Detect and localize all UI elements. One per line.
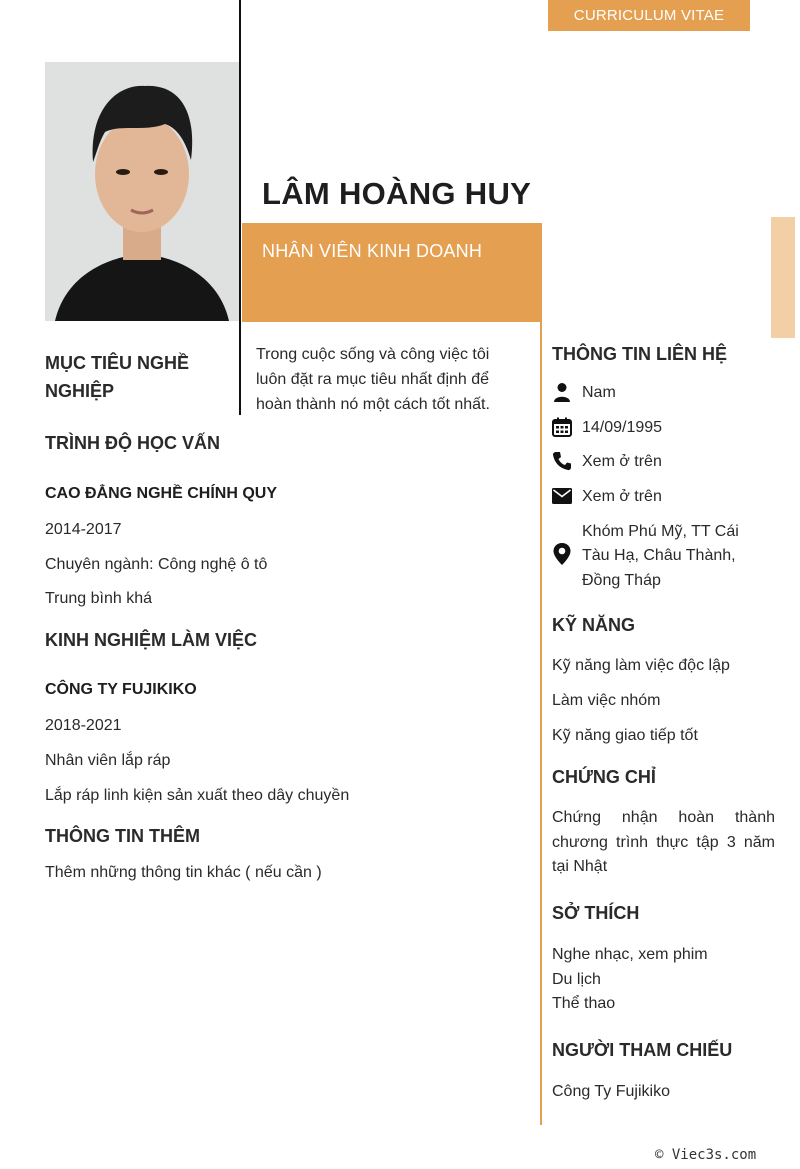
- objective-title: MỤC TIÊU NGHỀ NGHIỆP: [45, 353, 189, 401]
- certificates-title: CHỨNG CHỈ: [552, 767, 656, 787]
- contact-birthday: 14/09/1995: [582, 419, 663, 436]
- experience-years: 2018-2021: [45, 717, 122, 734]
- cv-tag: CURRICULUM VITAE: [548, 0, 750, 31]
- contact-birthday-icon-wrap: [552, 417, 572, 437]
- references-title: NGƯỜI THAM CHIẾU: [552, 1040, 733, 1060]
- contact-phone-icon-wrap: [552, 451, 572, 471]
- divider-line: [239, 0, 241, 415]
- experience-title: KINH NGHIỆM LÀM VIỆC: [45, 630, 258, 650]
- experience-desc: Lắp ráp linh kiện sản xuất theo dây chuyền: [45, 787, 350, 804]
- position-title: NHÂN VIÊN KINH DOANH: [262, 241, 483, 261]
- contact-gender: Nam: [582, 384, 616, 401]
- more-info-title: THÔNG TIN THÊM: [45, 826, 200, 846]
- education-school: CAO ĐẲNG NGHỀ CHÍNH QUY: [45, 485, 278, 502]
- hobbies-title: SỞ THÍCH: [552, 903, 640, 923]
- position-banner: [242, 223, 542, 322]
- copyright: © Viec3s.com: [655, 1147, 757, 1163]
- contact-title: THÔNG TIN LIÊN HỆ: [552, 344, 727, 364]
- contact-email: Xem ở trên: [582, 488, 662, 505]
- more-info-text: Thêm những thông tin khác ( nếu cần ): [45, 864, 322, 881]
- hobby-item: Du lịch: [552, 971, 601, 988]
- contact-gender-icon-wrap: [552, 382, 572, 402]
- calendar-icon: [552, 417, 572, 437]
- hobby-item: Nghe nhạc, xem phim: [552, 946, 708, 963]
- person-icon: [552, 382, 572, 402]
- skill-item: Kỹ năng giao tiếp tốt: [552, 727, 698, 744]
- certificate-line: chương trình thực tập 3 năm: [552, 834, 775, 851]
- mail-icon: [552, 486, 572, 506]
- phone-icon: [552, 451, 572, 471]
- profile-photo: [45, 62, 239, 321]
- education-years: 2014-2017: [45, 521, 122, 538]
- experience-role: Nhân viên lắp ráp: [45, 752, 171, 769]
- contact-email-icon-wrap: [552, 486, 572, 506]
- candidate-name: LÂM HOÀNG HUY: [262, 176, 532, 211]
- education-grade: Trung bình khá: [45, 590, 153, 607]
- hobby-item: Thể thao: [552, 995, 616, 1012]
- skill-item: Làm việc nhóm: [552, 692, 661, 709]
- contact-address-line2: Tàu Hạ, Châu Thành,: [582, 547, 736, 564]
- education-major: Chuyên ngành: Công nghệ ô tô: [45, 556, 268, 573]
- certificate-line: tại Nhật: [552, 858, 608, 875]
- experience-company: CÔNG TY FUJIKIKO: [45, 681, 197, 698]
- objective-text: Trong cuộc sống và công việc tôi luôn đặt ra mục tiêu nhất định để hoàn thành nó một cách tốt nhất.: [256, 346, 490, 413]
- reference-text: Công Ty Fujikiko: [552, 1083, 670, 1100]
- column-divider: [540, 322, 542, 1125]
- contact-address-line1: Khóm Phú Mỹ, TT Cái: [582, 523, 739, 540]
- certificate-line: Chứng nhận hoàn thành: [552, 809, 775, 826]
- side-accent-tab: [771, 217, 795, 338]
- contact-phone: Xem ở trên: [582, 453, 662, 470]
- contact-address-icon-wrap: [552, 544, 572, 564]
- contact-address-line3: Đồng Tháp: [582, 572, 661, 589]
- skill-item: Kỹ năng làm việc độc lập: [552, 657, 730, 674]
- education-title: TRÌNH ĐỘ HỌC VẤN: [45, 433, 220, 453]
- skills-title: KỸ NĂNG: [552, 615, 636, 635]
- location-pin-icon: [552, 544, 572, 564]
- avatar-illustration: [45, 62, 239, 321]
